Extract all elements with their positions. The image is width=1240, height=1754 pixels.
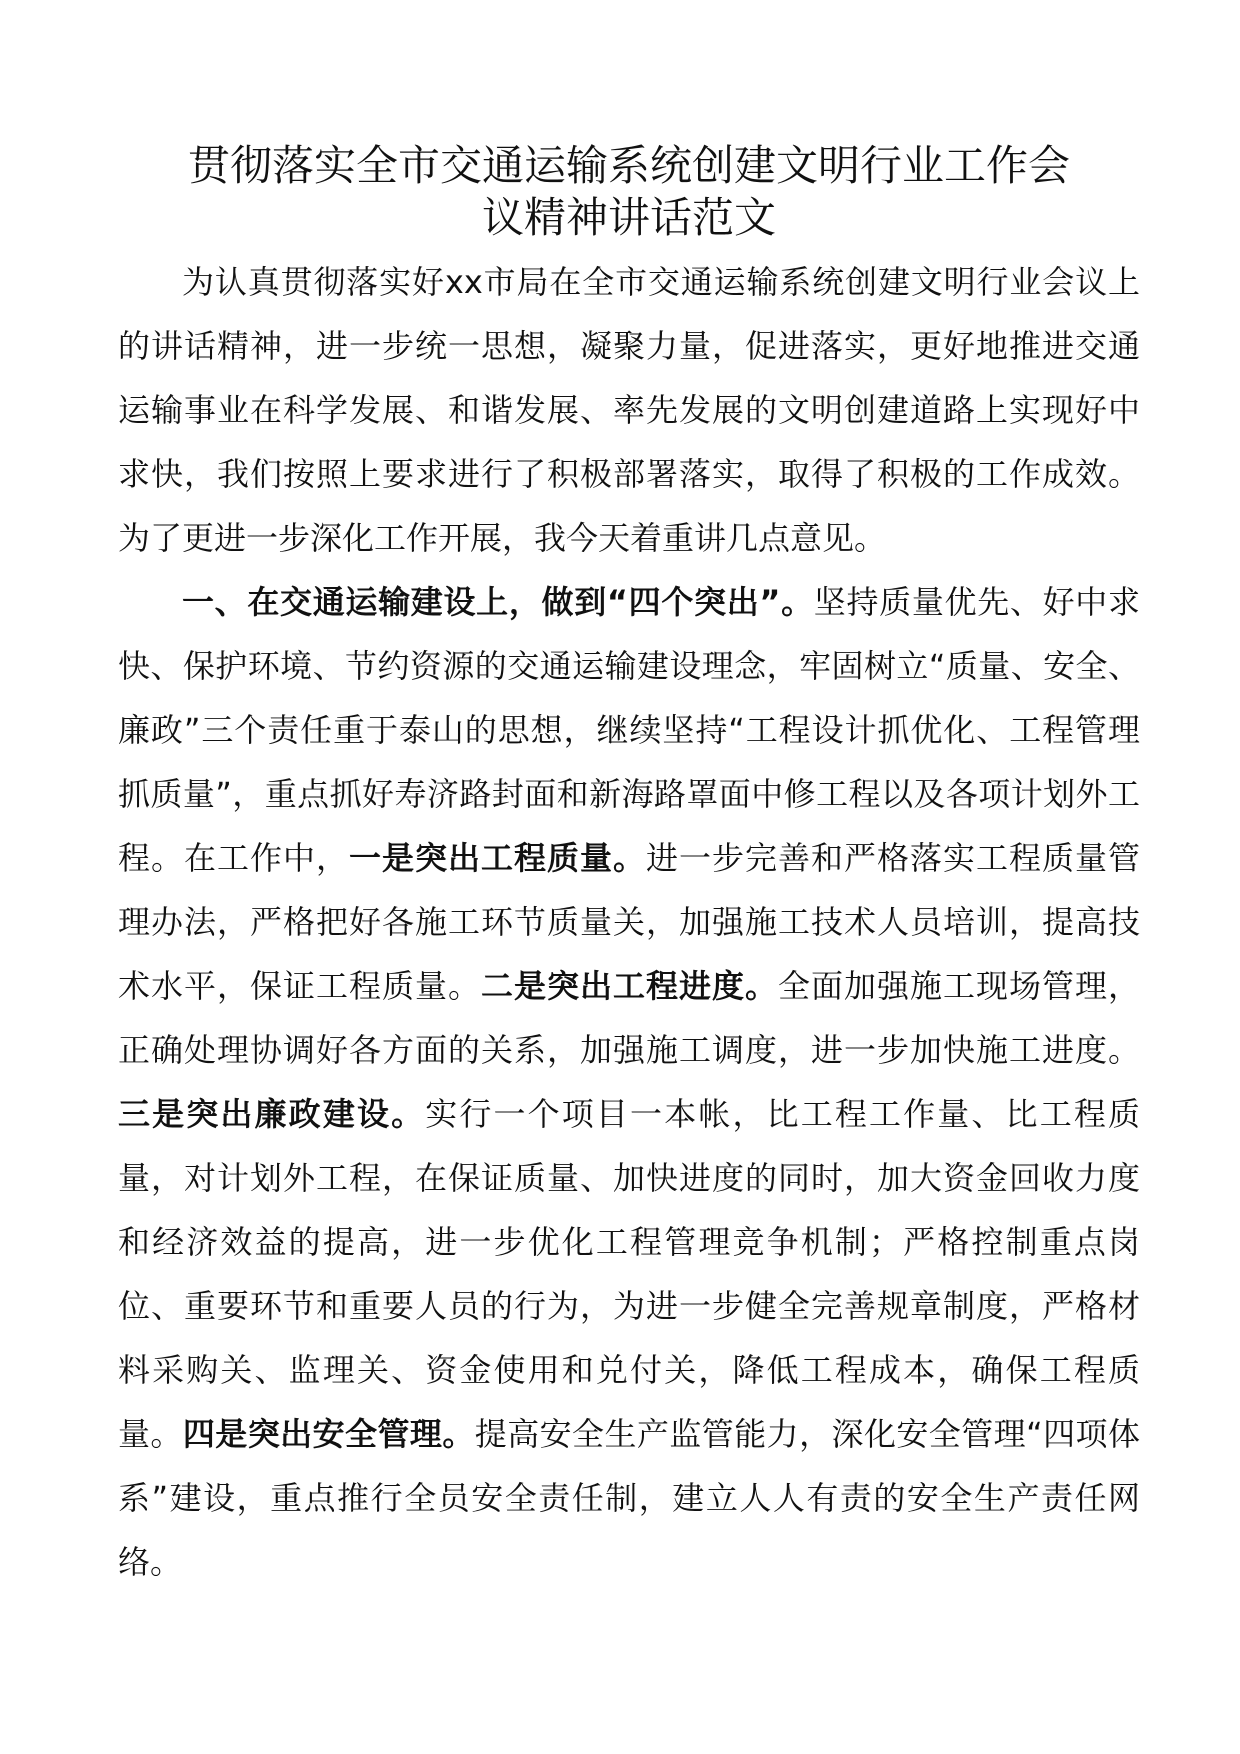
intro-paragraph-text: 为认真贯彻落实好xx市局在全市交通运输系统创建文明行业会议上的讲话精神，进一步统一思想，凝聚力量，促进落实，更好地推进交通运输事业在科学发展、和谐发展、率先发展的文明创建道路上实现好中求快，我们按照上要求进行了积极部署落实，取得了积极的工作成效。为了更进一步深化工作开展，我今天着重讲几点意见。: [118, 263, 1140, 557]
point-two-text: 全面加强施工现场管理，正确处理协调好各方面的关系，加强施工调度，进一步加快施工进度。: [118, 967, 1140, 1069]
section-one-paragraph: [118, 570, 1140, 1594]
point-four-text: 提高安全生产监管能力，深化安全管理“四项体系”建设，重点推行全员安全责任制，建立人人有责的安全生产责任网络。: [118, 1415, 1140, 1581]
document-title-line-1: 贯彻落实全市交通运输系统创建文明行业工作会: [187, 141, 1070, 190]
document-title: [118, 140, 1140, 244]
point-two-title: 二是突出工程进度。: [480, 967, 778, 1005]
point-three-title: 三是突出廉政建设。: [118, 1095, 426, 1133]
intro-paragraph: [118, 250, 1140, 570]
point-three-text: 实行一个项目一本帐，比工程工作量、比工程质量，对计划外工程，在保证质量、加快进度的同时，加大资金回收力度和经济效益的提高，进一步优化工程管理竞争机制；严格控制重点岗位、重要环节和重要人员的行为，为进一步健全完善规章制度，严格材料采购关、监理关、资金使用和兑付关，降低工程成本，确保工程质量。: [118, 1095, 1140, 1453]
point-one-text: 进一步完善和严格落实工程质量管理办法，严格把好各施工环节质量关，加强施工技术人员培训，提高技术水平，保证工程质量。: [118, 839, 1140, 1005]
section-one-intro: 坚持质量优先、好中求快、保护环境、节约资源的交通运输建设理念，牢固树立“质量、安全、廉政”三个责任重于泰山的思想，继续坚持“工程设计抓优化、工程管理抓质量”，重点抓好寿济路封面和新海路罩面中修工程以及各项计划外工程。在工作中，: [118, 583, 1140, 877]
point-one-title: 一是突出工程质量。: [349, 839, 646, 877]
section-one-heading: 一、在交通运输建设上，做到“四个突出”。: [182, 583, 814, 621]
document-title-line-2: 议精神讲话范文: [481, 193, 776, 242]
point-four-title: 四是突出安全管理。: [182, 1415, 475, 1453]
document-page: [118, 140, 1140, 1594]
